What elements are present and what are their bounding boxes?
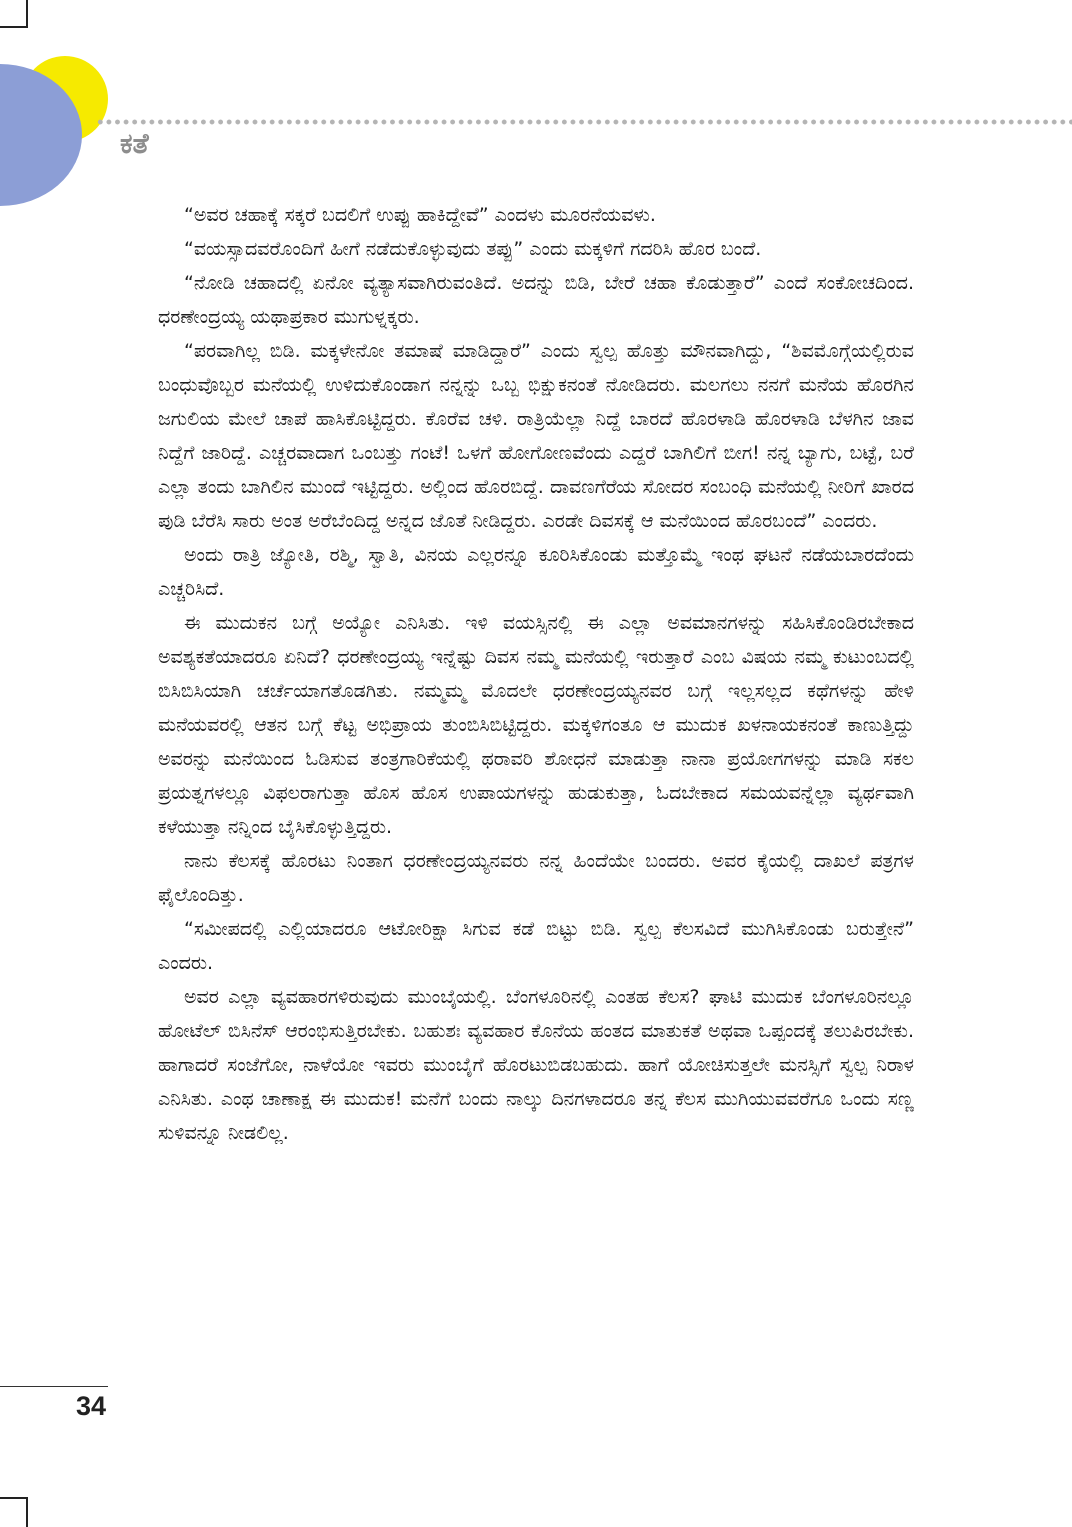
paragraph: “ಅವರ ಚಹಾಕ್ಕೆ ಸಕ್ಕರೆ ಬದಲಿಗೆ ಉಪ್ಪು ಹಾಕಿದ್ದೇವೆ” ಎಂದಳು ಮೂರನೆಯವಳು. bbox=[184, 204, 656, 226]
paragraph: ಈ ಮುದುಕನ ಬಗ್ಗೆ ಅಯ್ಯೋ ಎನಿಸಿತು. ಇಳಿ ವಯಸ್ಸಿನಲ್ಲಿ ಈ ಎಲ್ಲಾ ಅವಮಾನಗಳನ್ನು ಸಹಿಸಿಕೊಂಡಿರಬೇಕಾದ ಅವಶ್ಯಕತೆಯಾದರೂ ಏನಿದೆ? ಧರಣೇಂದ್ರಯ್ಯ ಇನ್ನೆಷ್ಟು ದಿವಸ ನಮ್ಮ ಮನೆಯಲ್ಲಿ ಇರುತ್ತಾರೆ ಎಂಬ ವಿಷಯ ನಮ್ಮ ಕುಟುಂಬದಲ್ಲಿ ಬಿಸಿಬಿಸಿಯಾಗಿ ಚರ್ಚೆಯಾಗತೊಡಗಿತು. ನಮ್ಮಮ್ಮ ಮೊದಲೇ ಧರಣೇಂದ್ರಯ್ಯನವರ ಬಗ್ಗೆ ಇಲ್ಲಸಲ್ಲದ ಕಥೆಗಳನ್ನು ಹೇಳಿ ಮನೆಯವರಲ್ಲಿ ಆತನ ಬಗ್ಗೆ ಕೆಟ್ಟ ಅಭಿಪ್ರಾಯ ತುಂಬಿಸಿಬಿಟ್ಟಿದ್ದರು. ಮಕ್ಕಳಿಗಂತೂ ಆ ಮುದುಕ ಖಳನಾಯಕನಂತೆ ಕಾಣುತ್ತಿದ್ದು ಅವರನ್ನು ಮನೆಯಿಂದ ಓಡಿಸುವ ತಂತ್ರಗಾರಿಕೆಯಲ್ಲಿ ಥರಾವರಿ ಶೋಧನೆ ಮಾಡುತ್ತಾ ನಾನಾ ಪ್ರಯೋಗಗಳನ್ನು ಮಾಡಿ ಸಕಲ ಪ್ರಯತ್ನಗಳಲ್ಲೂ ವಿಫಲರಾಗುತ್ತಾ ಹೊಸ ಹೊಸ ಉಪಾಯಗಳನ್ನು ಹುಡುಕುತ್ತಾ, ಓದಬೇಕಾದ ಸಮಯವನ್ನೆಲ್ಲಾ ವ್ಯರ್ಥವಾಗಿ ಕಳೆಯುತ್ತಾ ನನ್ನಿಂದ ಬೈಸಿಕೊಳ್ಳುತ್ತಿದ್ದರು. bbox=[158, 612, 914, 838]
section-title: ಕತೆ bbox=[120, 127, 149, 160]
crop-mark-top bbox=[0, 0, 28, 28]
paragraph: “ಸಮೀಪದಲ್ಲಿ ಎಲ್ಲಿಯಾದರೂ ಆಟೋರಿಕ್ಷಾ ಸಿಗುವ ಕಡೆ ಬಿಟ್ಟು ಬಿಡಿ. ಸ್ವಲ್ಪ ಕೆಲಸವಿದೆ ಮುಗಿಸಿಕೊಂಡು ಬರುತ್ತೇನೆ” ಎಂದರು. bbox=[158, 918, 914, 974]
paragraph: “ಪರವಾಗಿಲ್ಲ ಬಿಡಿ. ಮಕ್ಕಳೇನೋ ತಮಾಷೆ ಮಾಡಿದ್ದಾರೆ” ಎಂದು ಸ್ವಲ್ಪ ಹೊತ್ತು ಮೌನವಾಗಿದ್ದು, “ಶಿವಮೊಗ್ಗೆಯಲ್ಲಿರುವ ಬಂಧುವೊಬ್ಬರ ಮನೆಯಲ್ಲಿ ಉಳಿದುಕೊಂಡಾಗ ನನ್ನನ್ನು ಒಬ್ಬ ಭಿಕ್ಷುಕನಂತೆ ನೋಡಿದರು. ಮಲಗಲು ನನಗೆ ಮನೆಯ ಹೊರಗಿನ ಜಗುಲಿಯ ಮೇಲೆ ಚಾಪೆ ಹಾಸಿಕೊಟ್ಟಿದ್ದರು. ಕೊರೆವ ಚಳಿ. ರಾತ್ರಿಯೆಲ್ಲಾ ನಿದ್ದೆ ಬಾರದೆ ಹೊರಳಾಡಿ ಹೊರಳಾಡಿ ಬೆಳಗಿನ ಜಾವ ನಿದ್ದೆಗೆ ಜಾರಿದ್ದೆ. ಎಚ್ಚರವಾದಾಗ ಒಂಬತ್ತು ಗಂಟೆ! ಒಳಗೆ ಹೋಗೋಣವೆಂದು ಎದ್ದರೆ ಬಾಗಿಲಿಗೆ ಬೀಗ! ನನ್ನ ಬ್ಯಾಗು, ಬಟ್ಟೆ, ಬರೆ ಎಲ್ಲಾ ತಂದು ಬಾಗಿಲಿನ ಮುಂದೆ ಇಟ್ಟಿದ್ದರು. ಅಲ್ಲಿಂದ ಹೊರಬಿದ್ದೆ. ದಾವಣಗೆರೆಯ ಸೋದರ ಸಂಬಂಧಿ ಮನೆಯಲ್ಲಿ ನೀರಿಗೆ ಖಾರದ ಪುಡಿ ಬೆರೆಸಿ ಸಾರು ಅಂತ ಅರೆಬೆಂದಿದ್ದ ಅನ್ನದ ಜೊತೆ ನೀಡಿದ್ದರು. ಎರಡೇ ದಿವಸಕ್ಕೆ ಆ ಮನೆಯಿಂದ ಹೊರಬಂದೆ” ಎಂದರು. bbox=[158, 340, 914, 532]
paragraph: “ನೋಡಿ ಚಹಾದಲ್ಲಿ ಏನೋ ವ್ಯತ್ಯಾಸವಾಗಿರುವಂತಿದೆ. ಅದನ್ನು ಬಿಡಿ, ಬೇರೆ ಚಹಾ ಕೊಡುತ್ತಾರೆ” ಎಂದೆ ಸಂಕೋಚದಿಂದ. ಧರಣೇಂದ್ರಯ್ಯ ಯಥಾಪ್ರಕಾರ ಮುಗುಳ್ನಕ್ಕರು. bbox=[158, 272, 914, 328]
paragraph: ನಾನು ಕೆಲಸಕ್ಕೆ ಹೊರಟು ನಿಂತಾಗ ಧರಣೇಂದ್ರಯ್ಯನವರು ನನ್ನ ಹಿಂದೆಯೇ ಬಂದರು. ಅವರ ಕೈಯಲ್ಲಿ ದಾಖಲೆ ಪತ್ರಗಳ ಫೈಲೊಂದಿತ್ತು. bbox=[158, 850, 914, 906]
crop-mark-bottom bbox=[0, 1497, 28, 1527]
paragraph: ಅಂದು ರಾತ್ರಿ ಜ್ಯೋತಿ, ರಶ್ಮಿ, ಸ್ವಾತಿ, ವಿನಯ ಎಲ್ಲರನ್ನೂ ಕೂರಿಸಿಕೊಂಡು ಮತ್ತೊಮ್ಮೆ ಇಂಥ ಘಟನೆ ನಡೆಯಬಾರದೆಂದು ಎಚ್ಚರಿಸಿದೆ. bbox=[158, 544, 914, 600]
dotted-header-rule bbox=[96, 118, 1072, 126]
story-body bbox=[158, 198, 914, 1398]
paragraph: “ವಯಸ್ಸಾದವರೊಂದಿಗೆ ಹೀಗೆ ನಡೆದುಕೊಳ್ಳುವುದು ತಪ್ಪು” ಎಂದು ಮಕ್ಕಳಿಗೆ ಗದರಿಸಿ ಹೊರ ಬಂದೆ. bbox=[184, 238, 762, 260]
page-number: 34 bbox=[76, 1391, 107, 1421]
paragraph: ಅವರ ಎಲ್ಲಾ ವ್ಯವಹಾರಗಳಿರುವುದು ಮುಂಬೈಯಲ್ಲಿ. ಬೆಂಗಳೂರಿನಲ್ಲಿ ಎಂತಹ ಕೆಲಸ? ಘಾಟಿ ಮುದುಕ ಬೆಂಗಳೂರಿನಲ್ಲೂ ಹೋಟೆಲ್ ಬಿಸಿನೆಸ್ ಆರಂಭಿಸುತ್ತಿರಬೇಕು. ಬಹುಶಃ ವ್ಯವಹಾರ ಕೊನೆಯ ಹಂತದ ಮಾತುಕತೆ ಅಥವಾ ಒಪ್ಪಂದಕ್ಕೆ ತಲುಪಿರಬೇಕು. ಹಾಗಾದರೆ ಸಂಜೆಗೋ, ನಾಳೆಯೋ ಇವರು ಮುಂಬೈಗೆ ಹೊರಟುಬಿಡಬಹುದು. ಹಾಗೆ ಯೋಚಿಸುತ್ತಲೇ ಮನಸ್ಸಿಗೆ ಸ್ವಲ್ಪ ನಿರಾಳ ಎನಿಸಿತು. ಎಂಥ ಚಾಣಾಕ್ಷ ಈ ಮುದುಕ! ಮನೆಗೆ ಬಂದು ನಾಲ್ಕು ದಿನಗಳಾದರೂ ತನ್ನ ಕೆಲಸ ಮುಗಿಯುವವರೆಗೂ ಒಂದು ಸಣ್ಣ ಸುಳಿವನ್ನೂ ನೀಡಲಿಲ್ಲ. bbox=[158, 986, 914, 1144]
